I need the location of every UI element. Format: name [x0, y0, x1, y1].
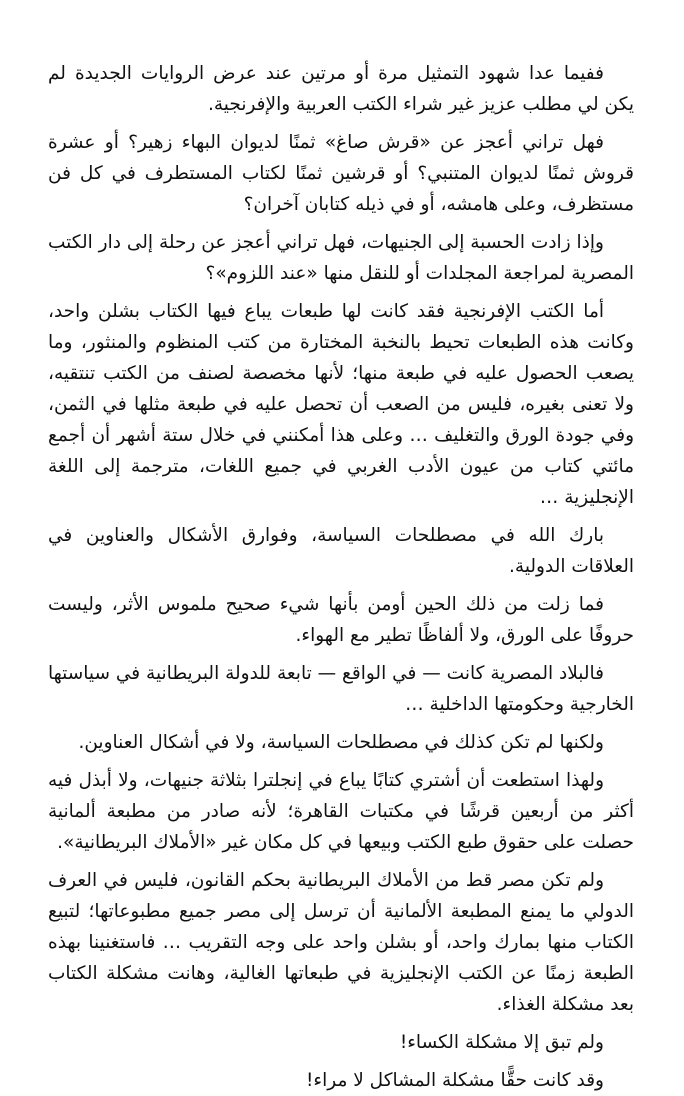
paragraph-1: ففيما عدا شهود التمثيل مرة أو مرتين عند عرض الروايات الجديدة لم يكن لي مطلب عزيز غير شراء الكتب العربية والإفرنجية.	[48, 63, 634, 115]
paragraph-8: ولكنها لم تكن كذلك في مصطلحات السياسة، ولا في أشكال العناوين.	[78, 732, 604, 753]
paragraph-10: ولم تكن مصر قط من الأملاك البريطانية بحكم القانون، فليس في العرف الدولي ما يمنع المطبعة الألمانية أن ترسل إلى مصر جميع مطبوعاتها؛ لتبيع الكتاب منها بمارك واحد، أو بشلن واحد على وجه التقريب … فاستغنينا بهذه الطبعة زمنًا عن الكتب الإنجليزية في طبعاتها الغالية، وهانت مشكلة الكتاب بعد مشكلة الغذاء.	[48, 870, 634, 1015]
paragraph-4: أما الكتب الإفرنجية فقد كانت لها طبعات يباع فيها الكتاب بشلن واحد، وكانت هذه الطبعات تحيط بالنخبة المختارة من كتب المنظوم والمنثور، وما يصعب الحصول عليه في طبعة منها؛ لأنها مخصصة لصنف من الكتب تنتقيه، ولا تعنى بغيره، فليس من الصعب أن تحصل عليه في طبعة مثلها في الثمن، وفي جودة الورق والتغليف … وعلى هذا أمكنني في خلال ستة أشهر أن أجمع مائتي كتاب من عيون الأدب الغربي في جميع اللغات، مترجمة إلى اللغة الإنجليزية …	[48, 301, 634, 508]
paragraph-6: فما زلت من ذلك الحين أومن بأنها شيء صحيح ملموس الأثر، وليست حروفًا على الورق، ولا ألفاظًا تطير مع الهواء.	[48, 594, 634, 646]
paragraph-12: وقد كانت حقًّا مشكلة المشاكل لا مراء!	[306, 1070, 604, 1091]
paragraph-3: وإذا زادت الحسبة إلى الجنيهات، فهل تراني أعجز عن رحلة إلى دار الكتب المصرية لمراجعة المجلدات أو للنقل منها «عند اللزوم»؟	[48, 232, 634, 284]
paragraph-11: ولم تبق إلا مشكلة الكساء!	[399, 1032, 604, 1053]
paragraph-7: فالبلاد المصرية كانت — في الواقع — تابعة للدولة البريطانية في سياستها الخارجية وحكومتها الداخلية …	[48, 663, 634, 715]
paragraph-2: فهل تراني أعجز عن «قرش صاغ» ثمنًا لديوان البهاء زهير؟ أو عشرة قروش ثمنًا لديوان المتنبي؟ أو قرشين ثمنًا لكتاب المستطرف في كل فن مستظرف، وعلى هامشه، أو في ذيله كتابان آخران؟	[48, 132, 634, 215]
paragraph-5: بارك الله في مصطلحات السياسة، وفوارق الأشكال والعناوين في العلاقات الدولية.	[48, 525, 634, 577]
paragraph-9: ولهذا استطعت أن أشتري كتابًا يباع في إنجلترا بثلاثة جنيهات، ولا أبذل فيه أكثر من أربعين قرشًا في مكتبات القاهرة؛ لأنه صادر من مطبعة ألمانية حصلت على حقوق طبع الكتب وبيعها في كل مكان غير «الأملاك البريطانية».	[48, 770, 634, 853]
